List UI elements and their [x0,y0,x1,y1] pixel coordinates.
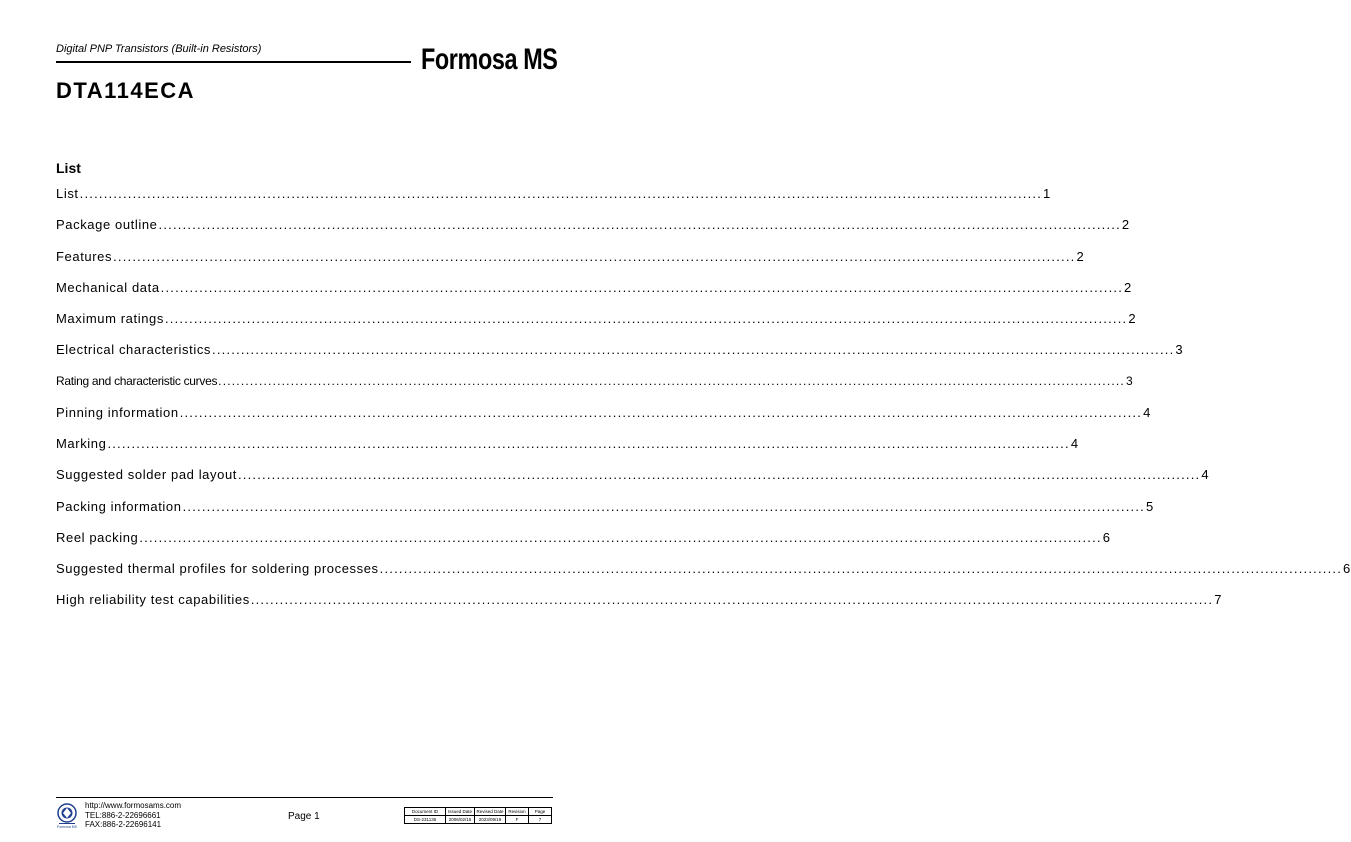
toc-leader-dots: ........................................................................................................................................................................................................ [160,279,1124,295]
brand-logo-text: Formosa MS [421,43,558,76]
doc-table-header: Document ID [405,808,446,816]
toc-entry[interactable] [56,529,1111,561]
toc-leader-dots: ........................................................................................................................................................................................................ [164,311,1128,326]
toc-entry[interactable] [56,186,1051,217]
toc-heading: List [56,160,81,176]
toc-entry-page: 2 [1124,279,1132,295]
toc-entry-page: 4 [1201,467,1210,483]
toc-entry-label: Rating and characteristic curves [56,373,218,388]
toc-entry-label: Reel packing [56,529,139,545]
toc-entry-page: 2 [1076,248,1085,264]
toc-entry[interactable] [56,279,1132,311]
toc-entry-page: 2 [1121,217,1130,233]
toc-entry[interactable] [56,342,1184,373]
toc-entry-label: Packing information [56,498,182,514]
website-link[interactable]: http://www.formosams.com [85,801,182,810]
toc-leader-dots: ........................................................................................................................................................................................................ [238,467,1201,483]
table-of-contents [56,186,1351,624]
toc-entry-page: 3 [1175,342,1184,358]
toc-entry[interactable] [56,561,1351,592]
toc-leader-dots: ........................................................................................................................................................................................................ [158,217,1121,233]
toc-entry-label: Marking [56,436,107,451]
toc-entry-page: 4 [1143,404,1151,420]
toc-entry[interactable] [56,311,1137,342]
toc-entry[interactable] [56,217,1130,248]
toc-entry-label: List [56,186,79,201]
toc-entry-label: High reliability test capabilities [56,592,250,608]
toc-leader-dots: ........................................................................................................................................................................................................ [107,436,1070,451]
toc-entry[interactable] [56,373,1133,405]
toc-entry[interactable] [56,592,1223,623]
doc-table-header: Issued Date [446,808,475,816]
toc-entry-page: 6 [1102,529,1111,545]
logo-caption: Formosa MS [56,825,78,829]
part-number-title: DTA114ECA [56,78,196,103]
toc-entry-page: 5 [1145,498,1154,514]
toc-leader-dots: ........................................................................................................................................................................................................ [139,529,1102,545]
page-number: Page 1 [288,811,320,822]
document-subtitle: Digital PNP Transistors (Built-in Resistors) [56,43,262,55]
contact-info [85,801,181,830]
toc-entry-label: Mechanical data [56,279,160,295]
toc-entry-label: Electrical characteristics [56,342,212,358]
toc-leader-dots: ........................................................................................................................................................................................................ [79,186,1043,201]
doc-table-header: Revised Date [476,809,504,814]
doc-table-value: 7 [529,816,552,824]
toc-entry-label: Suggested thermal profiles for soldering processes [56,561,379,576]
toc-entry-label: Features [56,248,113,264]
doc-table-value: 2023/09/19 [475,816,506,824]
toc-leader-dots: ........................................................................................................................................................................................................ [179,404,1143,420]
toc-entry[interactable] [56,248,1085,280]
toc-entry-label: Pinning information [56,404,179,420]
toc-entry-page: 4 [1070,436,1079,451]
doc-table-header: Page [529,808,552,816]
toc-entry[interactable] [56,436,1079,467]
toc-entry-page: 6 [1343,561,1351,576]
toc-entry-page: 2 [1128,311,1137,326]
toc-entry[interactable] [56,498,1154,530]
toc-leader-dots: ........................................................................................................................................................................................................ [218,373,1125,388]
doc-table-header: Revision [506,808,529,816]
doc-table-value: DS-231135 [405,816,446,824]
company-logo-icon [56,803,78,829]
toc-entry[interactable] [56,404,1151,436]
toc-entry[interactable] [56,467,1210,498]
toc-leader-dots: ........................................................................................................................................................................................................ [212,342,1175,358]
toc-leader-dots: ........................................................................................................................................................................................................ [379,561,1343,576]
doc-table-value: F [506,816,529,824]
telephone: TEL:886-2-22696661 [85,810,161,820]
toc-entry-page: 7 [1214,592,1223,608]
header-rule [56,61,411,63]
toc-entry-page: 3 [1125,373,1133,388]
doc-table-value: 2006/02/15 [446,816,475,824]
footer-rule [56,797,553,798]
toc-leader-dots: ........................................................................................................................................................................................................ [182,498,1145,514]
toc-entry-label: Suggested solder pad layout [56,467,237,483]
fax: FAX:886-2-22696141 [85,820,162,829]
document-info-table [404,807,552,824]
toc-leader-dots: ........................................................................................................................................................................................................ [113,248,1076,264]
toc-entry-label: Maximum ratings [56,311,164,326]
toc-entry-label: Package outline [56,217,158,233]
toc-entry-page: 1 [1043,186,1051,201]
toc-leader-dots: ........................................................................................................................................................................................................ [250,592,1214,608]
